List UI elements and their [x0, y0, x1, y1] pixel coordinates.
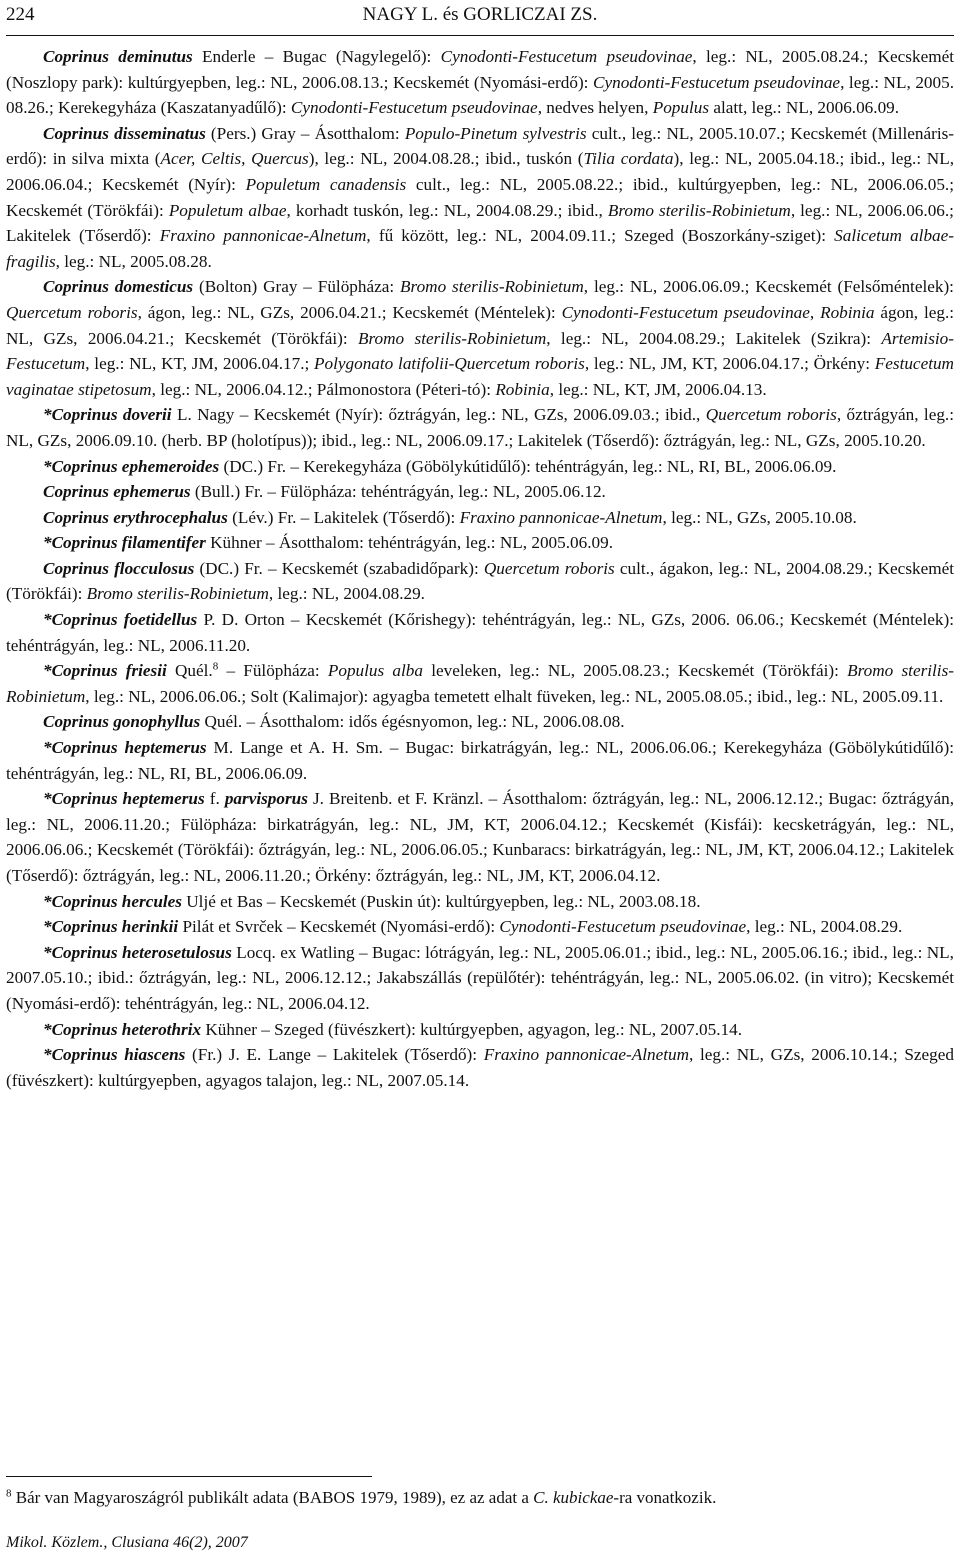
species-entry [6, 889, 954, 915]
text-run: Robinia [495, 379, 550, 399]
text-run: Uljé et Bas – Kecskemét (Puskin út): kultúrgyepben, leg.: NL, 2003.08.18. [181, 891, 701, 911]
text-run: cult., ágakon, leg.: NL, 2004.08.29.; Kecskemét (Törökfái): [6, 558, 954, 604]
text-run: , leg.: NL, KT, JM, 2006.04.13. [549, 379, 767, 399]
text-run: Festucetum vaginatae stipetosum [6, 354, 954, 399]
text-run: , leg.: NL, GZs, 2005.10.08. [662, 507, 857, 527]
species-name: *Coprinus ephemeroides [43, 456, 220, 476]
text-run: Tilia cordata [583, 149, 674, 169]
footnote-marker: 8 [212, 660, 219, 673]
species-name: *Coprinus hiascens [43, 1045, 186, 1065]
species-entry [6, 530, 954, 556]
species-entry [6, 658, 954, 709]
text-run: Kühner – Szeged (füvészkert): kultúrgyepben, agyagon, leg.: NL, 2007.05.14. [201, 1019, 743, 1039]
footnote [6, 1486, 954, 1510]
text-run: (DC.) Fr. – Kerekegyháza (Göbölykútidűlő): tehéntrágyán, leg.: NL, RI, BL, 2006.06.09. [219, 456, 837, 476]
species-name: *Coprinus heptemerus [43, 738, 207, 758]
species-entry [6, 274, 954, 402]
journal-reference: Mikol. Közlem., Clusiana 46(2), 2007 [6, 1534, 248, 1551]
text-run: – Fülöpháza: [218, 661, 328, 681]
text-run: Quél. [166, 661, 213, 681]
text-run: leveleken, leg.: NL, 2005.08.23.; Kecskemét (Törökfái): [423, 661, 848, 681]
species-entry [6, 479, 954, 505]
text-run: , leg.: NL, 2006.06.06.; Lakitelek (Tőserdő): [6, 200, 954, 246]
text-run: , leg.: NL, 2006.06.09.; Kecskemét (Felsőméntelek): [583, 277, 954, 297]
text-run: Bromo sterilis-Robinietum [358, 328, 547, 348]
species-entry [6, 121, 954, 275]
species-name: Coprinus deminutus [43, 47, 193, 66]
species-name: *Coprinus heterosetulosus [43, 942, 232, 962]
species-name: *Coprinus doverii [43, 405, 172, 425]
text-run: Fraxino pannonicae-Alnetum [159, 226, 367, 246]
species-list [6, 44, 954, 1093]
text-run: cult., leg.: NL, 2005.10.07.; Kecskemét (Millenáris-erdő): in silva mixta ( [6, 123, 955, 169]
text-run: , leg.: NL, 2004.08.29. [268, 584, 425, 604]
text-run: Cynodonti-Festucetum pseudovinae [499, 917, 747, 937]
footnote-rule [6, 1476, 372, 1477]
species-name: parvisporus [224, 789, 308, 809]
text-run: , ágon, leg.: NL, GZs, 2006.04.21.; Kecskemét (Méntelek): [137, 302, 562, 322]
text-run: Bromo sterilis-Robinietum [400, 277, 584, 297]
species-entry [6, 786, 954, 888]
text-run: Quercetum roboris [705, 405, 837, 425]
text-run: Salicetum albae-fragilis [6, 226, 954, 271]
species-name: Coprinus disseminatus [43, 123, 206, 143]
species-entry [6, 402, 954, 453]
species-entry [6, 1042, 954, 1093]
species-entry [6, 914, 954, 940]
text-run: ), leg.: NL, 2005.04.18.; ibid., leg.: NL, 2006.06.04.; Kecskemét (Nyír): [6, 149, 954, 194]
text-run: Fraxino pannonicae-Alnetum [459, 507, 663, 527]
species-name: Coprinus flocculosus [43, 558, 195, 578]
text-run: Populus [652, 98, 710, 118]
text-run: Kühner – Ásotthalom: tehéntrágyán, leg.: NL, 2005.06.09. [205, 533, 613, 553]
text-run: (Pers.) Gray – Ásotthalom: [205, 123, 405, 143]
species-entry [6, 940, 954, 1017]
page-number: 224 [6, 4, 35, 25]
text-run: , leg.: NL, 2005.08.24.; Kecskemét (Noszlopy park): kultúrgyepben, leg.: NL, 2006.08.13.; Kecskemét (Nyomási-erdő): [6, 47, 954, 92]
page-header [6, 4, 954, 34]
species-name: *Coprinus foetidellus [43, 610, 198, 630]
species-name: *Coprinus heterothrix [43, 1019, 202, 1039]
text-run: Bromo sterilis-Robinietum [6, 661, 954, 706]
text-run: L. Nagy – Kecskemét (Nyír): őztrágyán, leg.: NL, GZs, 2006.09.03.; ibid., [171, 405, 706, 425]
text-run: (DC.) Fr. – Kecskemét (szabadidőpark): [194, 558, 484, 578]
text-run: alatt, leg.: NL, 2006.06.09. [709, 98, 900, 118]
text-run: Bromo sterilis-Robinietum [86, 584, 269, 604]
species-entry [6, 44, 954, 121]
text-run: , leg.: NL, 2005.08.28. [55, 251, 212, 271]
text-run: , leg.: NL, 2004.08.29.; Lakitelek (Szikra): [546, 328, 882, 348]
text-run: f. [204, 789, 225, 809]
species-name: Coprinus gonophyllus [43, 712, 201, 732]
text-run: (Bolton) Gray – Fülöpháza: [193, 277, 401, 297]
text-run: Quercetum roboris [6, 302, 138, 322]
text-run: Robinia [820, 302, 875, 322]
text-run: ágon, leg.: NL, GZs, 2006.04.21.; Kecskemét (Törökfái): [6, 302, 955, 348]
text-run: Bár van Magyaroszágról publikált adata (B [11, 1488, 310, 1507]
text-run: Pilát et Svrček – Kecskemét (Nyomási-erdő): [178, 917, 500, 937]
text-run: Cynodonti-Festucetum pseudovinae [290, 98, 538, 118]
text-run: Enderle – Bugac (Nagylegelő): [192, 47, 441, 66]
text-run: Populus alba [327, 661, 423, 681]
text-run: Populetum albae [168, 200, 287, 220]
species-entry [6, 735, 954, 786]
text-run: -ra vonatkozik. [613, 1488, 717, 1507]
species-name: *Coprinus herinkii [43, 917, 179, 937]
footnote-marker: 8 [6, 1487, 12, 1500]
species-entry [6, 454, 954, 480]
text-run: M. Lange et A. H. Sm. – Bugac: birkatrágyán, leg.: NL, 2006.06.06.; Kerekegyháza (Göbölykútidűlő): tehéntrágyán, leg.: NL, RI, BL, 2006.06.09. [6, 738, 954, 783]
text-run: , őztrágyán, leg.: NL, GZs, 2006.09.10. (herb. BP (holotípus)); ibid., leg.: NL, 2006.09.17.; Lakitelek (Tőserdő): őztrágyán, leg.: NL, GZs, 2005.10.20. [6, 405, 954, 450]
species-entry [6, 505, 954, 531]
text-run: J. Breitenb. et F. Kränzl. – Ásotthalom: őztrágyán, leg.: NL, 2006.12.12.; Bugac: őztrágyán, leg.: NL, 2006.11.20.; Fülöpháza: birkatrágyán, leg.: NL, JM, KT, 2006.04.12.; Kecskemét (Kisfái): kecsketrágyán, leg.: NL, 2006.06.06.; Kecskemét (Törökfái): őztrágyán, leg.: NL, 2006.06.05.; Kunbaracs: birkatrágyán, leg.: NL, JM, KT, 2006.04.12.; Lakitelek (Tőserdő): őztrágyán, leg.: NL, 2006.11.20.; Örkény: őztrágyán, leg.: NL, JM, KT, 2006.04.12. [6, 789, 954, 885]
text-run: Populetum canadensis [245, 174, 407, 194]
text-run: Quél. – Ásotthalom: idős égésnyomon, leg.: NL, 2006.08.08. [200, 712, 625, 732]
text-run: , [809, 302, 821, 322]
running-head: NAGY L. és GORLICZAI ZS. [362, 4, 598, 25]
text-run: Populo-Pinetum sylvestris [404, 123, 587, 143]
text-run: , leg.: NL, KT, JM, 2006.04.17.; [85, 354, 315, 374]
text-run: , leg.: NL, 2006.04.12.; Pálmonostora (Péteri-tó): [151, 379, 496, 399]
text-run: Fraxino pannonicae-Alnetum [483, 1045, 689, 1065]
text-run: Quercetum roboris [483, 558, 615, 578]
text-run: C. kubickae [533, 1488, 614, 1507]
text-run: Cynodonti-Festucetum pseudovinae [593, 72, 841, 92]
text-run: (Bull.) Fr. – Fülöpháza: tehéntrágyán, leg.: NL, 2005.06.12. [190, 482, 606, 502]
text-run: , leg.: NL, JM, KT, 2006.04.17.; Örkény: [584, 354, 875, 374]
species-entry [6, 709, 954, 735]
text-run: Locq. ex Watling – Bugac: lótrágyán, leg.: NL, 2005.06.01.; ibid., leg.: NL, 2005.06.16.; ibid., leg.: NL, 2007.05.10.; ibid.: őztrágyán, leg.: NL, 2006.12.12.; Jakabszállás (repülőtér): tehéntrágyán, leg.: NL, 2005.06.02. (in vitro); Kecskemét (Nyomási-erdő): tehéntrágyán, leg.: NL, 2006.04.12. [6, 942, 954, 1013]
species-name: Coprinus domesticus [43, 277, 194, 297]
text-run: Acer, Celtis, Quercus [160, 149, 309, 169]
text-run: Bromo sterilis-Robinietum [607, 200, 791, 220]
species-name: Coprinus ephemerus [43, 482, 191, 502]
text-run: , leg.: NL, 2006.06.06.; Solt (Kalimajor): agyagba temetett elhalt füveken, leg.: NL, 2005.08.05.; ibid., leg.: NL, 2005.09.11. [85, 686, 944, 706]
species-name: *Coprinus heptemerus [43, 789, 205, 809]
text-run: P. D. Orton – Kecskemét (Kőrishegy): tehéntrágyán, leg.: NL, GZs, 2006. 06.06.; Kecskemét (Méntelek): tehéntrágyán, leg.: NL, 2006.11.20. [6, 610, 954, 655]
text-run: ), leg.: NL, 2004.08.28.; ibid., tuskón ( [308, 149, 584, 169]
text-run: , nedves helyen, [537, 98, 653, 118]
species-name: *Coprinus friesii [43, 661, 167, 681]
text-run: ABOS [309, 1488, 356, 1507]
text-run: (Lév.) Fr. – Lakitelek (Tőserdő): [227, 507, 460, 527]
text-run: (Fr.) J. E. Lange – Lakitelek (Tőserdő): [185, 1045, 484, 1065]
species-entry [6, 556, 954, 607]
species-name: Coprinus erythrocephalus [43, 507, 228, 527]
text-run: Cynodonti-Festucetum pseudovinae [440, 47, 693, 66]
text-run: Cynodonti-Festucetum pseudovinae [561, 302, 810, 322]
species-name: *Coprinus filamentifer [43, 533, 206, 553]
text-run: 1979, 1989), ez az adat a [355, 1488, 534, 1507]
text-run: Polygonato latifolii-Quercetum roboris [314, 354, 585, 374]
text-run: , leg.: NL, GZs, 2006.10.14.; Szeged (füvészkert): kultúrgyepben, agyagos talajon, leg.: NL, 2007.05.14. [6, 1045, 954, 1090]
text-run: Artemisio-Festucetum [6, 328, 954, 374]
species-entry [6, 1017, 954, 1043]
text-run: cult., leg.: NL, 2005.08.22.; ibid., kultúrgyepben, leg.: NL, 2006.06.05.; Kecskemét (Törökfái): [6, 174, 954, 220]
species-entry [6, 607, 954, 658]
text-run: , fű között, leg.: NL, 2004.09.11.; Szeged (Boszorkány-sziget): [366, 226, 835, 246]
text-run: , leg.: NL, 2004.08.29. [746, 917, 903, 937]
text-run: , leg.: NL, 2005. 08.26.; Kerekegyháza (Kaszatanyadűlő): [6, 72, 954, 118]
text-run: , korhadt tuskón, leg.: NL, 2004.08.29.; ibid., [286, 200, 608, 220]
header-rule [6, 35, 954, 36]
species-name: *Coprinus hercules [43, 891, 182, 911]
